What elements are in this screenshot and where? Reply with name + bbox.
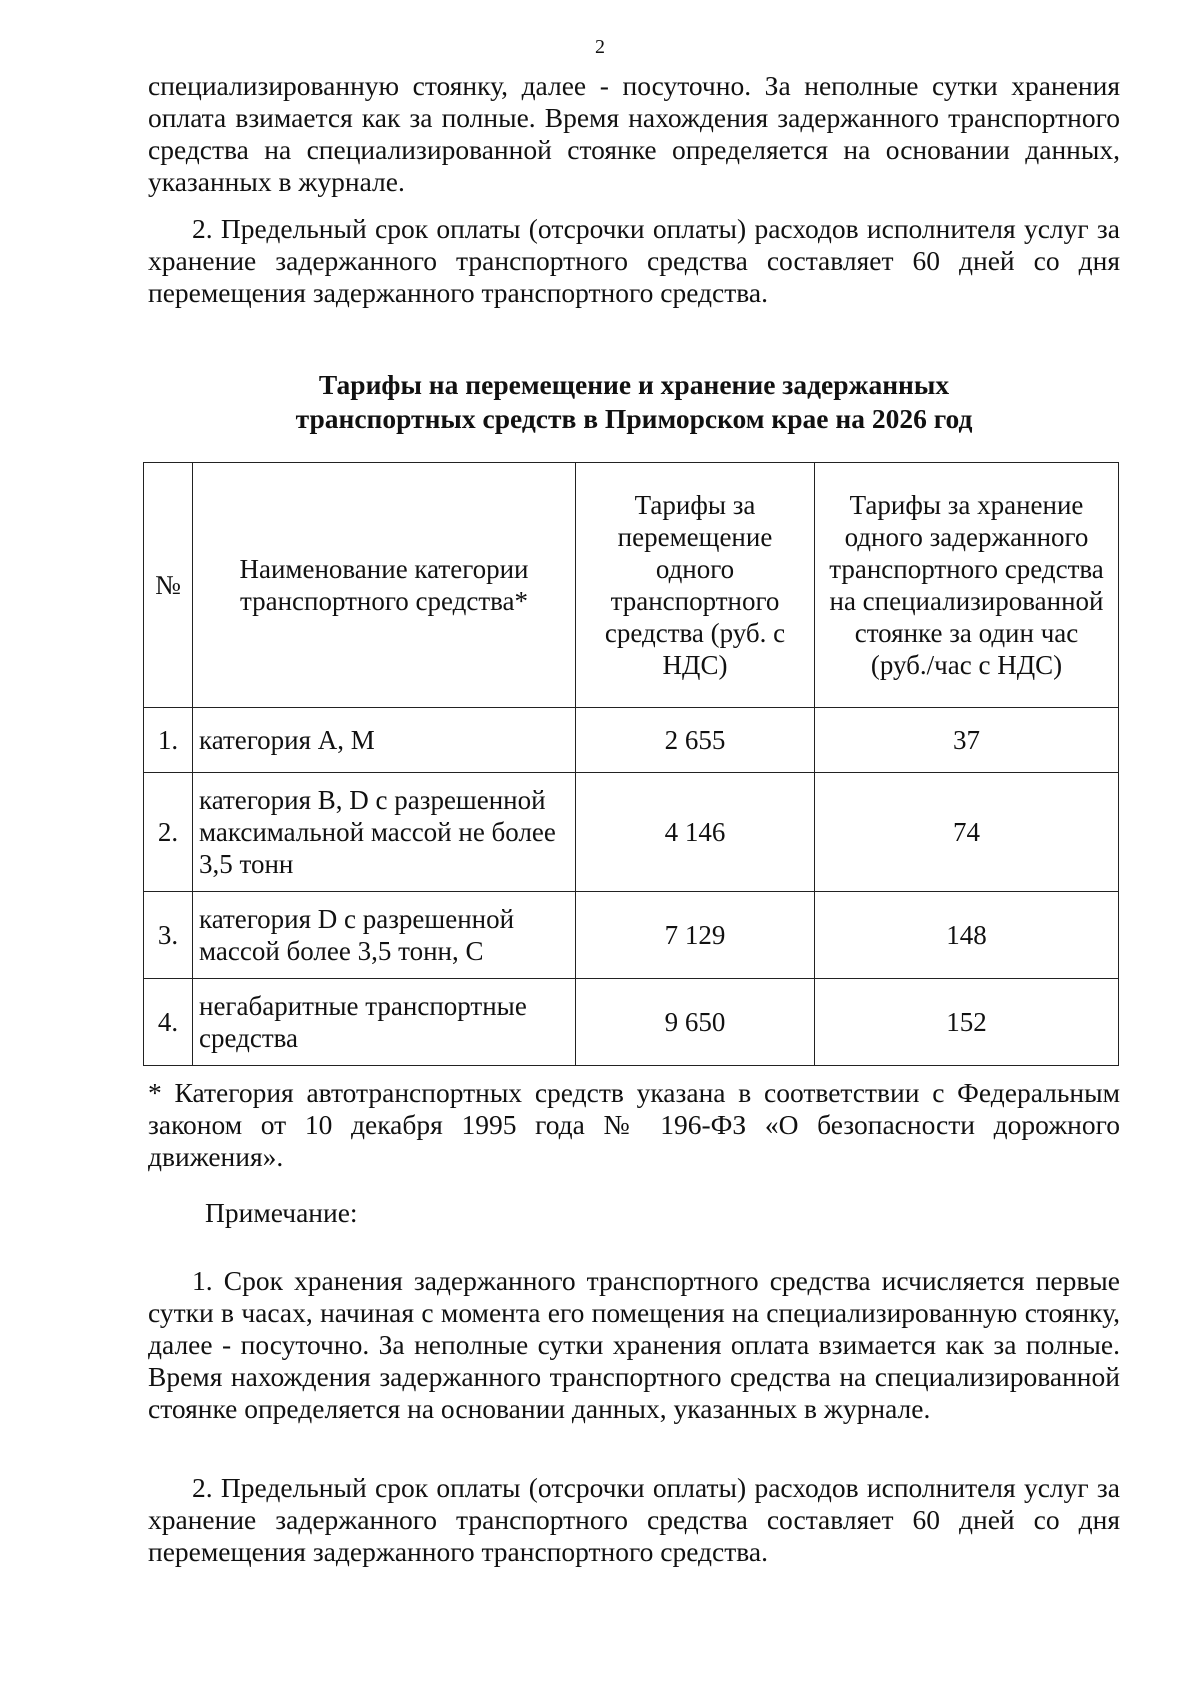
header-move-tariff: Тарифы за перемещение одного транспортного средства (руб. с НДС) [576, 463, 815, 708]
table-header-row [144, 463, 1119, 708]
header-category-name: Наименование категории транспортного средства* [193, 463, 576, 708]
row-move-tariff: 7 129 [576, 892, 815, 979]
row-move-tariff: 9 650 [576, 979, 815, 1066]
top-point-2-paragraph: 2. Предельный срок оплаты (отсрочки оплаты) расходов исполнителя услуг за хранение задержанного транспортного средства составляет 60 дней со дня перемещения задержанного транспортного средства. [148, 213, 1120, 308]
row-storage-tariff: 152 [815, 979, 1119, 1066]
row-storage-tariff: 74 [815, 773, 1119, 892]
row-category: категория D с разрешенной массой более 3,5 тонн, C [193, 892, 576, 979]
row-move-tariff: 2 655 [576, 708, 815, 773]
page-number: 2 [595, 36, 605, 58]
table-title [148, 368, 1120, 436]
table-row [144, 892, 1119, 979]
footnote: * Категория автотранспортных средств указана в соответствии с Федеральным законом от 10 декабря 1995 года № 196-ФЗ «О безопасности дорожного движения». [148, 1077, 1120, 1172]
note-point-2: 2. Предельный срок оплаты (отсрочки оплаты) расходов исполнителя услуг за хранение задержанного транспортного средства составляет 60 дней со дня перемещения задержанного транспортного средства. [148, 1472, 1120, 1567]
table-title-line-2: транспортных средств в Приморском крае на 2026 год [295, 403, 973, 434]
row-number: 1. [144, 708, 193, 773]
row-storage-tariff: 37 [815, 708, 1119, 773]
header-number: № [144, 463, 193, 708]
note-heading: Примечание: [205, 1197, 358, 1228]
table-row [144, 979, 1119, 1066]
row-category: категория A, M [193, 708, 576, 773]
row-move-tariff: 4 146 [576, 773, 815, 892]
row-number: 4. [144, 979, 193, 1066]
row-category: негабаритные транспортные средства [193, 979, 576, 1066]
row-number: 2. [144, 773, 193, 892]
top-continuation-paragraph: специализированную стоянку, далее - посуточно. За неполные сутки хранения оплата взимается как за полные. Время нахождения задержанного транспортного средства на специализированной стоянке определяется на основании данных, указанных в журнале. [148, 70, 1120, 197]
row-number: 3. [144, 892, 193, 979]
header-storage-tariff: Тарифы за хранение одного задержанного транспортного средства на специализированной стоянке за один час (руб./час с НДС) [815, 463, 1119, 708]
table-row [144, 708, 1119, 773]
tariffs-table [143, 462, 1119, 1066]
row-category: категория B, D с разрешенной максимальной массой не более 3,5 тонн [193, 773, 576, 892]
table-row [144, 773, 1119, 892]
row-storage-tariff: 148 [815, 892, 1119, 979]
note-point-1: 1. Срок хранения задержанного транспортного средства исчисляется первые сутки в часах, начиная с момента его помещения на специализированную стоянку, далее - посуточно. За неполные сутки хранения оплата взимается как за полные. Время нахождения задержанного транспортного средства на специализированной стоянке определяется на основании данных, указанных в журнале. [148, 1265, 1120, 1424]
table-title-line-1: Тарифы на перемещение и хранение задержанных [318, 369, 950, 400]
